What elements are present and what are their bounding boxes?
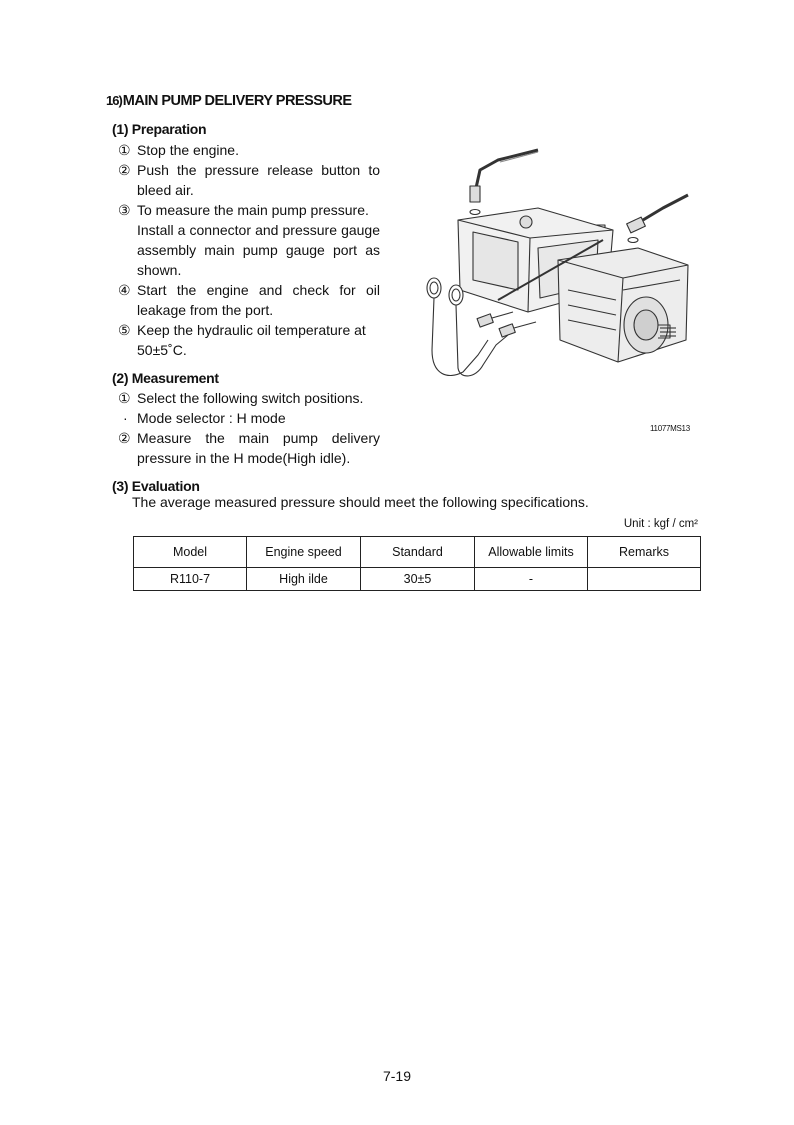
evaluation-text: The average measured pressure should meet the following specifications. (132, 494, 589, 510)
prep-step-3: ③ To measure the main pump pressure. Install a connector and pressure gauge assembly main pump gauge port as shown. (118, 202, 380, 278)
header-engine-speed: Engine speed (247, 537, 361, 568)
spec-table (133, 536, 701, 591)
table-header-row (134, 537, 701, 568)
section-title: MAIN PUMP DELIVERY PRESSURE (122, 93, 352, 109)
figure-id: 11077MS13 (650, 424, 690, 433)
page-number: 7-19 (382, 1068, 412, 1084)
preparation-title: (1) Preparation (112, 121, 207, 137)
prep-step-2: ② Push the pressure release button to bleed air. (118, 162, 380, 198)
header-allowable-limits: Allowable limits (475, 537, 588, 568)
meas-step-1: ① Select the following switch positions. (118, 390, 364, 406)
prep-step-5: ⑤ Keep the hydraulic oil temperature at 50±5˚C. (118, 322, 366, 358)
unit-label: Unit : kgf / cm² (623, 518, 698, 530)
pump-gauge-illustration (418, 140, 708, 400)
measurement-title: (2) Measurement (112, 370, 219, 386)
prep-step-1: ① Stop the engine. (118, 142, 239, 158)
evaluation-title: (3) Evaluation (112, 478, 200, 494)
cell-model: R110-7 (134, 568, 247, 591)
header-standard: Standard (361, 537, 475, 568)
header-remarks: Remarks (588, 537, 701, 568)
cell-engine-speed: High ilde (247, 568, 361, 591)
section-number: 16) (106, 93, 122, 108)
header-model: Model (134, 537, 247, 568)
meas-bullet: · Mode selector : H mode (123, 410, 286, 426)
cell-allowable-limits: - (475, 568, 588, 591)
cell-remarks (588, 568, 701, 591)
section-heading (106, 93, 352, 109)
cell-standard: 30±5 (361, 568, 475, 591)
table-row (134, 568, 701, 591)
prep-step-4: ④ Start the engine and check for oil leakage from the port. (118, 282, 380, 318)
meas-step-2: ② Measure the main pump delivery pressure in the H mode(High idle). (118, 430, 380, 466)
